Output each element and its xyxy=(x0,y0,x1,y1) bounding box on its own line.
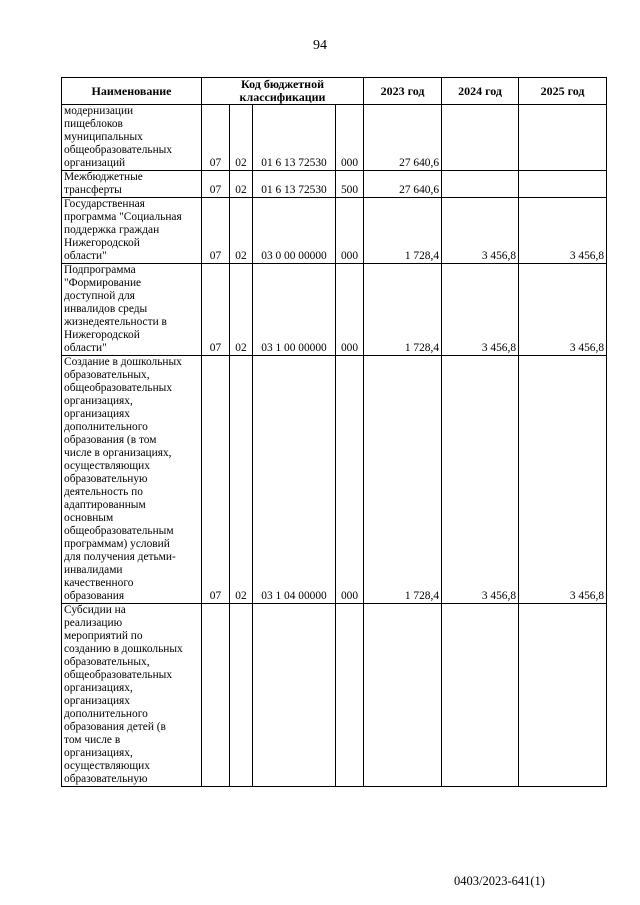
expense-type-code: 000 xyxy=(336,356,364,604)
row-name-line: организаций xyxy=(64,157,126,169)
table-row xyxy=(62,171,607,198)
row-name-line: области" xyxy=(64,342,107,354)
amount-2023: 1 728,4 xyxy=(364,198,442,264)
row-name-line: созданию в дошкольных xyxy=(64,643,183,655)
expense-type-code xyxy=(336,604,364,787)
row-name-line: Субсидии на xyxy=(64,604,126,616)
row-name-line: деятельность по xyxy=(64,486,143,498)
row-name-line: Создание в дошкольных xyxy=(64,356,182,368)
header-name: Наименование xyxy=(62,78,202,105)
amount-2023: 1 728,4 xyxy=(364,356,442,604)
row-name-line: общеобразовательных xyxy=(64,144,173,156)
row-name-line: жизнедеятельности в xyxy=(64,316,167,328)
amount-2025 xyxy=(519,105,607,171)
row-name-line: дополнительного xyxy=(64,421,148,433)
subsection-code: 02 xyxy=(230,171,253,198)
row-name-line: образовательных, xyxy=(64,656,150,668)
row-name-line: том числе в xyxy=(64,734,121,746)
row-name-line: Государственная xyxy=(64,198,145,210)
section-code: 07 xyxy=(202,105,230,171)
row-name-line: числе в организациях, xyxy=(64,447,172,459)
subsection-code: 02 xyxy=(230,198,253,264)
amount-2023: 1 728,4 xyxy=(364,264,442,356)
row-name-line: программам) условий xyxy=(64,538,170,550)
amount-2024: 3 456,8 xyxy=(442,198,519,264)
row-name xyxy=(62,105,202,171)
row-name-line: образовательную xyxy=(64,473,148,485)
table-body xyxy=(62,105,607,787)
row-name-line: Подпрограмма xyxy=(64,264,136,276)
expense-type-code: 000 xyxy=(336,105,364,171)
target-article-code: 03 1 00 00000 xyxy=(253,264,336,356)
row-name-line: дополнительного xyxy=(64,708,148,720)
subsection-code xyxy=(230,604,253,787)
row-name-line: образовательных, xyxy=(64,369,150,381)
row-name-line: общеобразовательным xyxy=(64,525,174,537)
row-name xyxy=(62,171,202,198)
section-code: 07 xyxy=(202,356,230,604)
row-name xyxy=(62,604,202,787)
row-name-line: инвалидов среды xyxy=(64,303,148,315)
page-number: 94 xyxy=(313,38,327,53)
row-name-line: организациях xyxy=(64,408,130,420)
budget-table xyxy=(61,77,607,787)
row-name xyxy=(62,264,202,356)
target-article-code: 03 1 04 00000 xyxy=(253,356,336,604)
amount-2024 xyxy=(442,105,519,171)
target-article-code xyxy=(253,604,336,787)
amount-2025 xyxy=(519,604,607,787)
row-name-line: пищеблоков xyxy=(64,118,123,130)
header-budget-code: Код бюджетной классификации xyxy=(202,78,364,105)
row-name-line: образовательную xyxy=(64,773,148,785)
row-name-line: общеобразовательных xyxy=(64,382,173,394)
subsection-code: 02 xyxy=(230,105,253,171)
row-name-line: модернизации xyxy=(64,105,134,117)
row-name-line: инвалидами xyxy=(64,564,123,576)
expense-type-code: 000 xyxy=(336,264,364,356)
row-name-line: организациях xyxy=(64,695,130,707)
header-2024: 2024 год xyxy=(442,78,519,105)
table-row xyxy=(62,264,607,356)
section-code: 07 xyxy=(202,198,230,264)
row-name-line: реализацию xyxy=(64,617,123,629)
row-name-line: "Формирование xyxy=(64,277,142,289)
row-name-line: образования xyxy=(64,590,125,602)
expense-type-code: 500 xyxy=(336,171,364,198)
amount-2025: 3 456,8 xyxy=(519,198,607,264)
row-name-line: качественного xyxy=(64,577,134,589)
row-name-line: образования детей (в xyxy=(64,721,166,733)
row-name-line: Нижегородской xyxy=(64,329,140,341)
row-name-line: муниципальных xyxy=(64,131,143,143)
row-name-line: мероприятий по xyxy=(64,630,143,642)
row-name-line: основным xyxy=(64,512,114,524)
row-name-line: адаптированным xyxy=(64,499,146,511)
row-name-line: образования (в том xyxy=(64,434,157,446)
expense-type-code: 000 xyxy=(336,198,364,264)
section-code: 07 xyxy=(202,264,230,356)
amount-2024: 3 456,8 xyxy=(442,356,519,604)
row-name-line: общеобразовательных xyxy=(64,669,173,681)
amount-2025 xyxy=(519,171,607,198)
table-row xyxy=(62,604,607,787)
table-header-row xyxy=(62,78,607,105)
amount-2025: 3 456,8 xyxy=(519,356,607,604)
row-name-line: поддержка граждан xyxy=(64,224,160,236)
target-article-code: 01 6 13 72530 xyxy=(253,171,336,198)
header-2025: 2025 год xyxy=(519,78,607,105)
row-name-line: для получения детьми- xyxy=(64,551,176,563)
row-name-line: доступной для xyxy=(64,290,135,302)
row-name xyxy=(62,356,202,604)
row-name-line: организациях, xyxy=(64,747,133,759)
target-article-code: 03 0 00 00000 xyxy=(253,198,336,264)
row-name-line: осуществляющих xyxy=(64,460,150,472)
row-name-line: Межбюджетные xyxy=(64,171,143,183)
row-name-line: программа "Социальная xyxy=(64,211,182,223)
row-name xyxy=(62,198,202,264)
document-code: 0403/2023-641(1) xyxy=(454,874,545,888)
row-name-line: области" xyxy=(64,250,107,262)
amount-2023: 27 640,6 xyxy=(364,105,442,171)
amount-2024 xyxy=(442,604,519,787)
table-row xyxy=(62,105,607,171)
row-name-line: организациях, xyxy=(64,395,133,407)
row-name-line: Нижегородской xyxy=(64,237,140,249)
section-code xyxy=(202,604,230,787)
subsection-code: 02 xyxy=(230,264,253,356)
target-article-code: 01 6 13 72530 xyxy=(253,105,336,171)
row-name-line: трансферты xyxy=(64,184,122,196)
amount-2023 xyxy=(364,604,442,787)
section-code: 07 xyxy=(202,171,230,198)
subsection-code: 02 xyxy=(230,356,253,604)
amount-2024 xyxy=(442,171,519,198)
amount-2024: 3 456,8 xyxy=(442,264,519,356)
amount-2025: 3 456,8 xyxy=(519,264,607,356)
amount-2023: 27 640,6 xyxy=(364,171,442,198)
table-row xyxy=(62,198,607,264)
header-2023: 2023 год xyxy=(364,78,442,105)
row-name-line: организациях, xyxy=(64,682,133,694)
table-row xyxy=(62,356,607,604)
row-name-line: осуществляющих xyxy=(64,760,150,772)
